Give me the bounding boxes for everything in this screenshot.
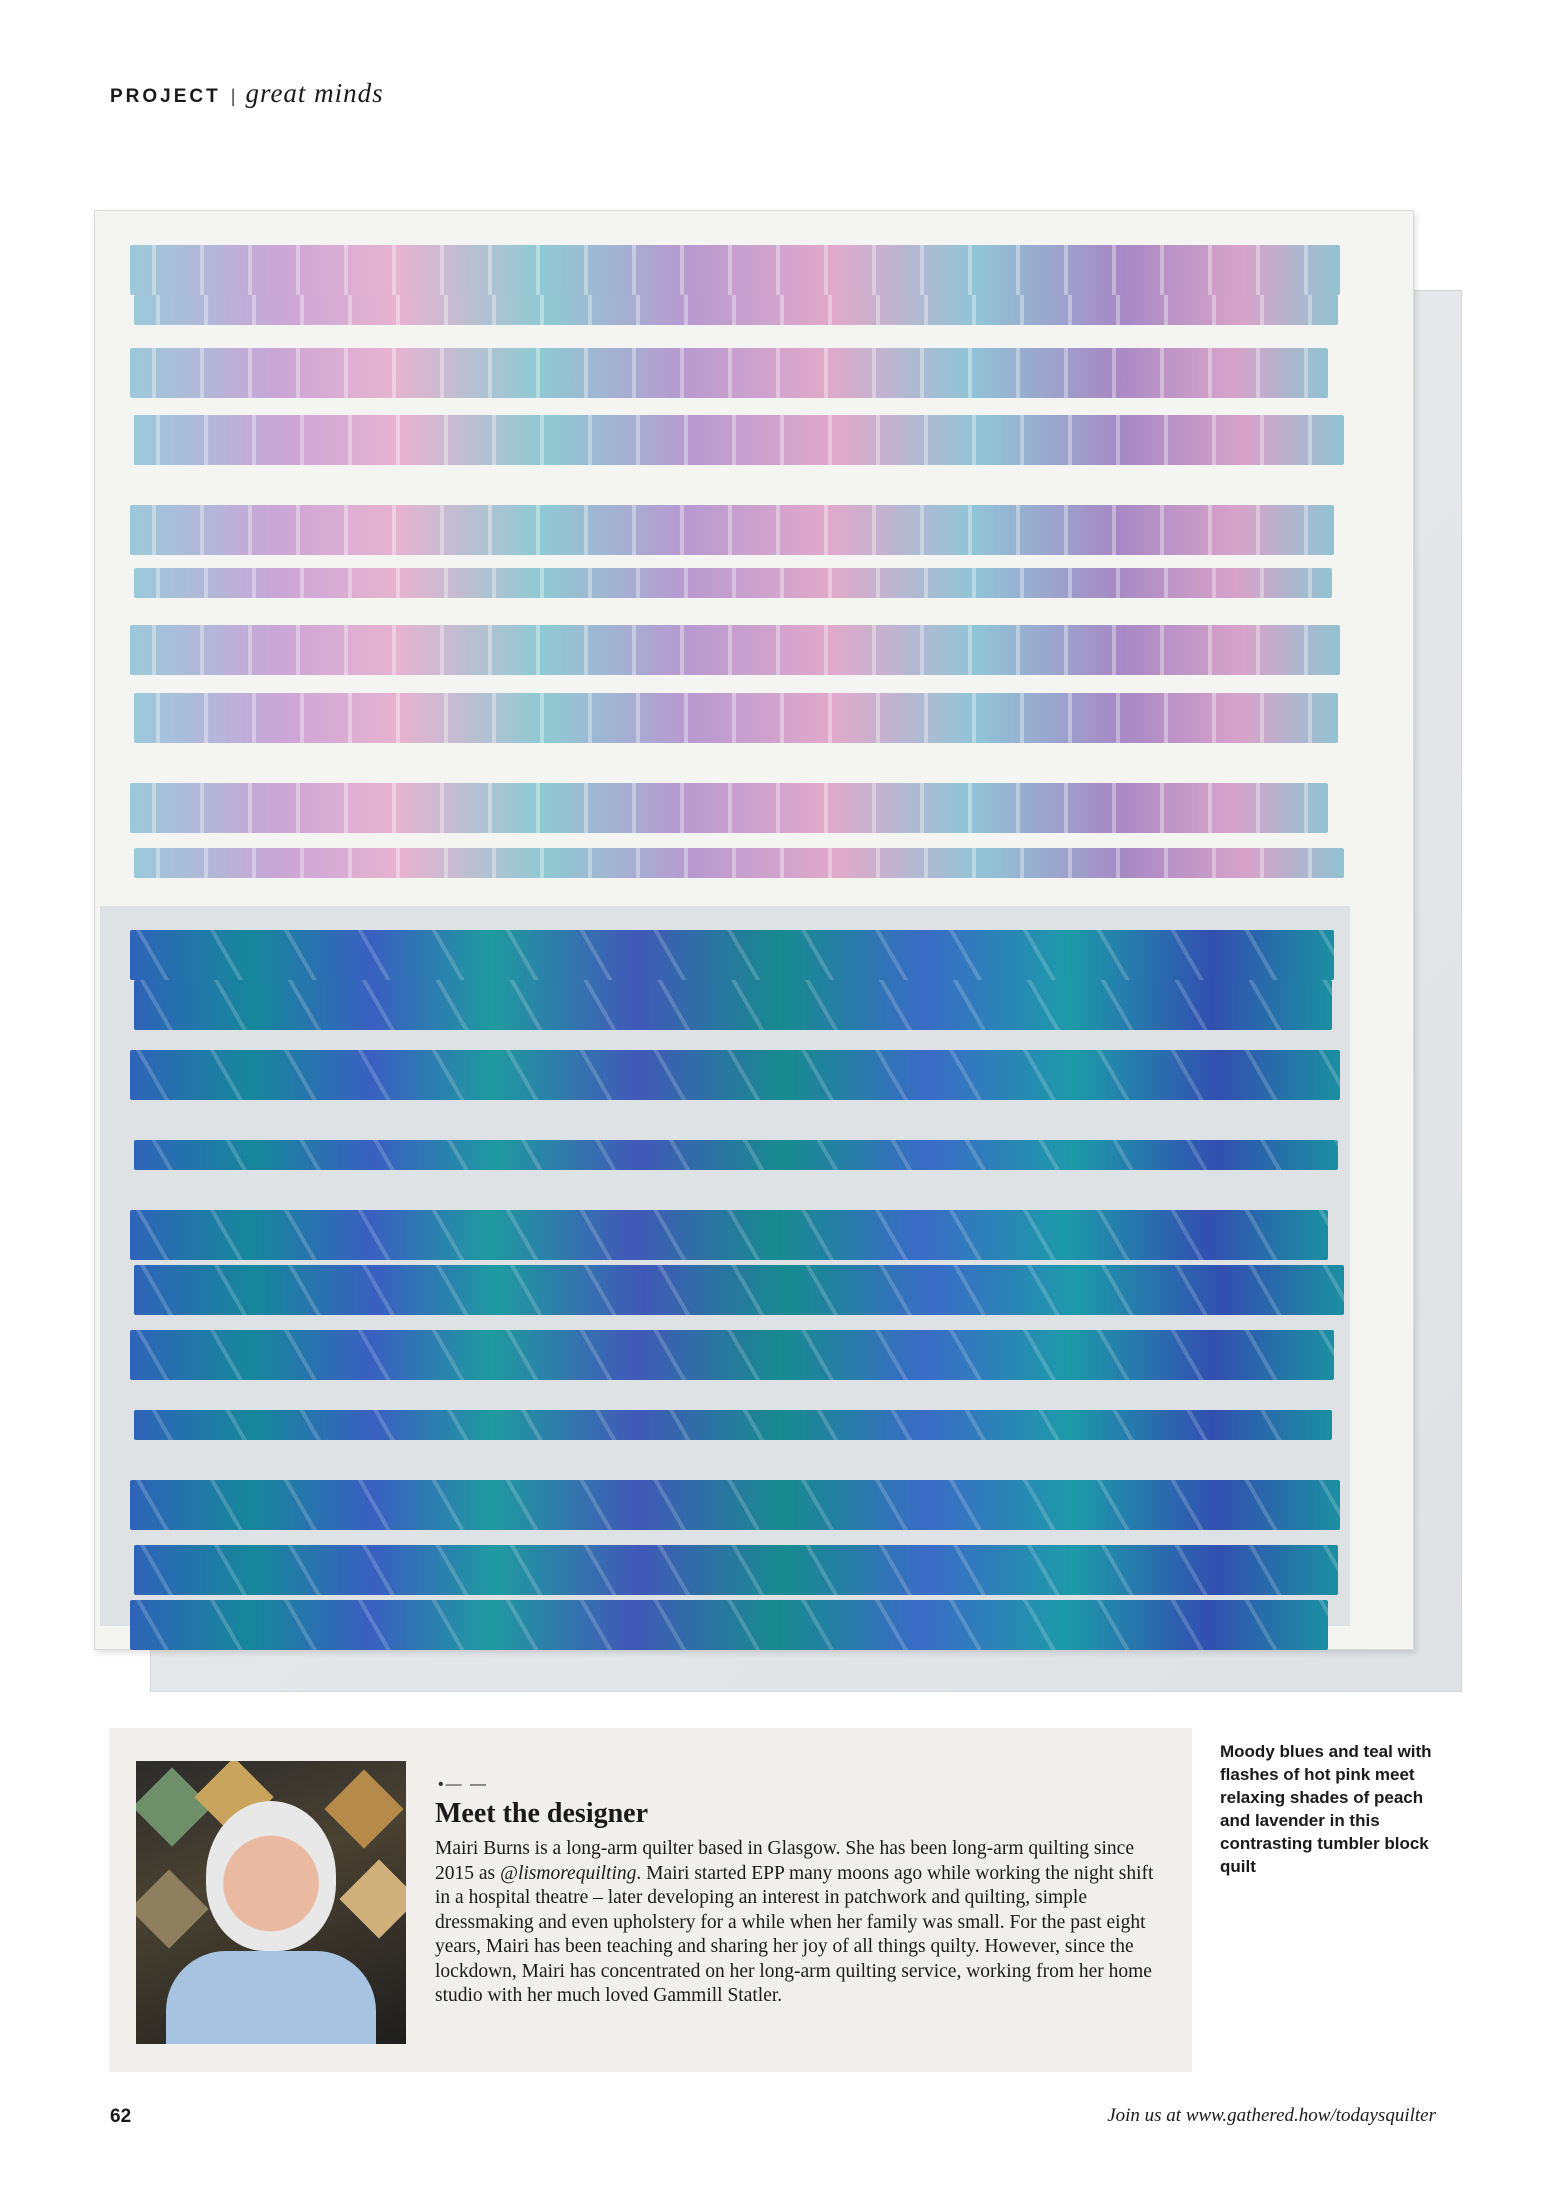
portrait-face xyxy=(206,1801,336,1951)
quilt-strip xyxy=(134,1410,1332,1440)
section-label: PROJECT xyxy=(110,86,221,107)
quilt-strip xyxy=(134,568,1332,598)
quilt-strip xyxy=(134,1265,1344,1315)
quilt-strip xyxy=(130,1210,1328,1260)
quilt-strip xyxy=(134,1140,1338,1170)
quilt-diamond xyxy=(339,1859,406,1938)
quilt-strip xyxy=(130,1330,1334,1380)
designer-panel xyxy=(109,1728,1192,2072)
page-number: 62 xyxy=(110,2106,132,2127)
designer-title: Meet the designer xyxy=(435,1798,649,1829)
designer-bio xyxy=(435,1837,1165,2009)
bio-text-end: . Mairi started EPP many moons ago while working the night shift in a hospital theatre – later developing an interest in patchwork and quilting, simple dressmaking and even upholstery for a while when her family was small. For the past eight years, Mairi has been teaching and sharing her joy of all things quilty. However, since the lockdown, Mairi has concentrated on her long-arm quilting service, working from her home studio with her much loved Gammill Statler. xyxy=(435,1862,1154,2006)
quilt-diamond xyxy=(136,1869,209,1948)
quilt-strip xyxy=(134,693,1338,743)
quilt-strip xyxy=(134,980,1332,1030)
photo-caption: Moody blues and teal with flashes of hot pink meet relaxing shades of peach and lavender in this contrasting tumbler block quilt xyxy=(1220,1742,1432,1876)
footer-link-text: Join us at www.gathered.how/todaysquilter xyxy=(1107,2105,1436,2126)
quilt-strip xyxy=(130,930,1334,980)
quilt-strip xyxy=(130,348,1328,398)
quilt-strip xyxy=(134,1545,1338,1595)
quilt-strip xyxy=(130,245,1340,295)
designer-portrait xyxy=(136,1761,406,2044)
quilt-strip xyxy=(130,1050,1340,1100)
quilt-strip xyxy=(130,1480,1340,1530)
quilt-diamond xyxy=(324,1769,403,1848)
quilt-strip xyxy=(130,783,1328,833)
quilt-strip xyxy=(134,848,1344,878)
section-subtitle: great minds xyxy=(245,78,384,108)
page-header xyxy=(110,78,384,109)
quilt-strip xyxy=(130,625,1340,675)
quilt-strip xyxy=(130,505,1334,555)
quilt-strip xyxy=(130,1600,1328,1650)
portrait-shirt xyxy=(166,1951,376,2044)
decorative-rule: •— — xyxy=(438,1776,489,1793)
bio-text-start: Mairi Burns is a long-arm quilter based in Glasgow. She has been long-arm quilting since 2015 as xyxy=(435,1838,1134,1884)
header-separator: | xyxy=(230,86,236,106)
quilt-strip xyxy=(134,295,1338,325)
quilt-strip xyxy=(134,415,1344,465)
instagram-handle: @lismorequilting xyxy=(500,1862,637,1884)
quilt-diamond xyxy=(136,1767,212,1846)
